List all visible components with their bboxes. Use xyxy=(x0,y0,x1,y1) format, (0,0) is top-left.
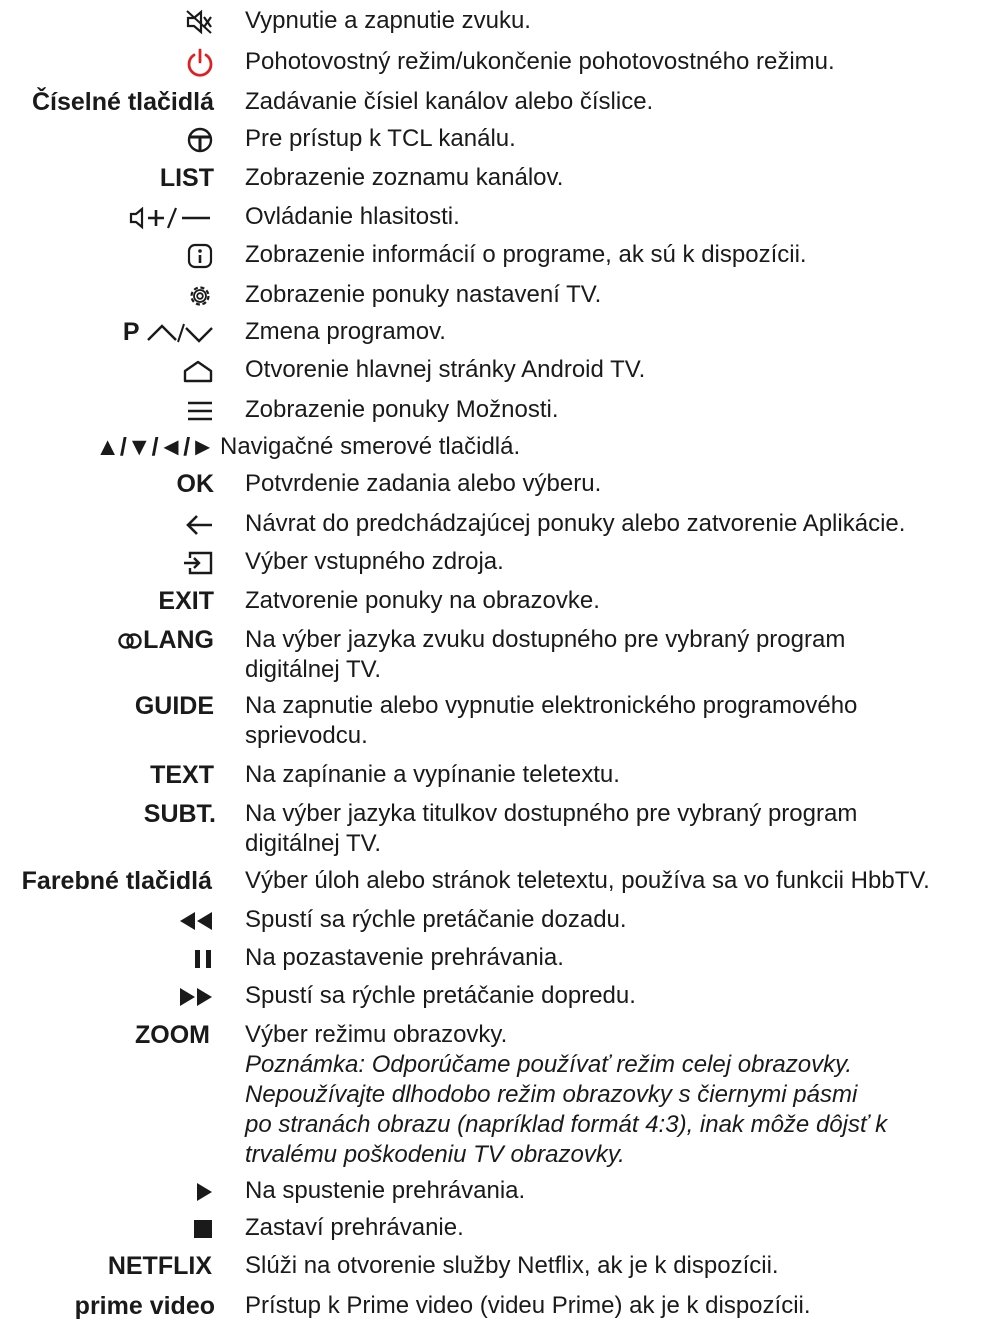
key-label xyxy=(182,547,214,578)
key-label xyxy=(192,943,214,974)
key-label xyxy=(194,1176,214,1207)
entry-description: Navigačné smerové tlačidlá. xyxy=(220,433,521,460)
entry-description: Návrat do predchádzajúcej ponuky alebo zatvorenie Aplikácie. xyxy=(245,510,906,537)
entry-description: Zadávanie čísiel kanálov alebo číslice. xyxy=(245,88,654,115)
key-label: OK xyxy=(176,470,214,498)
entry-description: Spustí sa rýchle pretáčanie dopredu. xyxy=(245,982,636,1009)
key-label: ▲/▼/◄/► xyxy=(95,433,215,461)
entry-description: Potvrdenie zadania alebo výberu. xyxy=(245,470,602,497)
desc-line: Výber režimu obrazovky. xyxy=(245,1021,508,1048)
volume-plus-minus-icon xyxy=(128,204,214,232)
key-label xyxy=(186,47,214,78)
play-icon xyxy=(194,1181,214,1203)
entry-description: Zobrazenie informácií o programe, ak sú k dispozícii. xyxy=(245,241,807,268)
key-label: prime video xyxy=(74,1292,215,1320)
zoom-note-line: Poznámka: Odporúčame používať režim celej obrazovky. xyxy=(245,1051,852,1078)
key-label xyxy=(186,240,214,271)
entry-description xyxy=(245,691,993,751)
key-label xyxy=(182,355,214,386)
key-label xyxy=(186,395,214,426)
options-menu-icon xyxy=(186,398,214,424)
entry-description: Na zapínanie a vypínanie teletextu. xyxy=(245,761,620,788)
entry-description: Na spustenie prehrávania. xyxy=(245,1177,526,1204)
entry-description: Slúži na otvorenie služby Netflix, ak je k dispozícii. xyxy=(245,1252,779,1279)
entry-description: Vypnutie a zapnutie zvuku. xyxy=(245,7,531,34)
key-label xyxy=(192,1213,214,1244)
entry-description: Prístup k Prime video (videu Prime) ak je k dispozícii. xyxy=(245,1292,811,1319)
key-label xyxy=(178,981,214,1012)
entry-description: Zastaví prehrávanie. xyxy=(245,1214,464,1241)
input-source-icon xyxy=(182,550,214,576)
key-label: EXIT xyxy=(158,587,214,615)
zoom-note-line: po stranách obrazu (napríklad formát 4:3), inak môže dôjsť k xyxy=(245,1111,888,1138)
desc-line: Na výber jazyka zvuku dostupného pre vybraný program xyxy=(245,626,846,653)
tcl-channel-icon xyxy=(186,126,214,154)
key-label: Farebné tlačidlá xyxy=(21,867,212,895)
entry-description xyxy=(245,1020,993,1170)
desc-line: digitálnej TV. xyxy=(245,830,382,857)
key-label xyxy=(128,202,214,233)
entry-description: Zatvorenie ponuky na obrazovke. xyxy=(245,587,600,614)
back-arrow-icon xyxy=(184,512,214,538)
entry-description xyxy=(245,799,993,859)
entry-description: Spustí sa rýchle pretáčanie dozadu. xyxy=(245,906,627,933)
entry-description: Výber úloh alebo stránok teletextu, používa sa vo funkcii HbbTV. xyxy=(245,867,930,894)
key-label xyxy=(178,905,214,936)
key-label xyxy=(184,6,214,37)
entry-description xyxy=(245,625,993,685)
desc-line: Na výber jazyka titulkov dostupného pre vybraný program xyxy=(245,800,858,827)
settings-gear-icon xyxy=(186,282,214,310)
entry-description: Otvorenie hlavnej stránky Android TV. xyxy=(245,356,646,383)
entry-description: Zmena programov. xyxy=(245,318,446,345)
key-label xyxy=(186,124,214,155)
rewind-icon xyxy=(178,910,214,932)
key-label: LIST xyxy=(159,164,214,192)
program-key-letter: P xyxy=(122,318,140,346)
key-label: GUIDE xyxy=(134,692,214,720)
zoom-note-line: Nepoužívajte dlhodobo režim obrazovky s čiernymi pásmi xyxy=(245,1081,858,1108)
zoom-note-line: trvalému poškodeniu TV obrazovky. xyxy=(245,1141,625,1168)
entry-description: Pohotovostný režim/ukončenie pohotovostného režimu. xyxy=(245,48,835,75)
key-label xyxy=(184,509,214,540)
key-label: ZOOM xyxy=(135,1021,210,1049)
fast-forward-icon xyxy=(178,986,214,1008)
desc-line: digitálnej TV. xyxy=(245,656,382,683)
program-up-down-icon xyxy=(146,320,214,346)
key-label xyxy=(117,625,214,656)
key-label xyxy=(186,280,214,311)
mute-icon xyxy=(184,8,214,36)
audio-language-icon xyxy=(117,630,143,652)
key-label: SUBT. xyxy=(143,800,216,828)
lang-key-text: LANG xyxy=(143,626,214,654)
info-icon xyxy=(186,242,214,270)
desc-line: Na zapnutie alebo vypnutie elektronického programového xyxy=(245,692,858,719)
entry-description: Na pozastavenie prehrávania. xyxy=(245,944,564,971)
key-label: NETFLIX xyxy=(107,1252,212,1280)
power-icon xyxy=(186,48,214,78)
desc-line: sprievodcu. xyxy=(245,722,368,749)
entry-description: Výber vstupného zdroja. xyxy=(245,548,504,575)
entry-description: Zobrazenie ponuky nastavení TV. xyxy=(245,281,602,308)
home-icon xyxy=(182,358,214,384)
entry-description: Zobrazenie zoznamu kanálov. xyxy=(245,164,564,191)
entry-description: Zobrazenie ponuky Možnosti. xyxy=(245,396,559,423)
entry-description: Pre prístup k TCL kanálu. xyxy=(245,125,516,152)
key-label: Číselné tlačidlá xyxy=(31,88,214,116)
key-label: TEXT xyxy=(150,761,214,789)
entry-description: Ovládanie hlasitosti. xyxy=(245,203,460,230)
key-label xyxy=(123,317,214,348)
pause-icon xyxy=(192,948,214,970)
stop-icon xyxy=(192,1218,214,1240)
